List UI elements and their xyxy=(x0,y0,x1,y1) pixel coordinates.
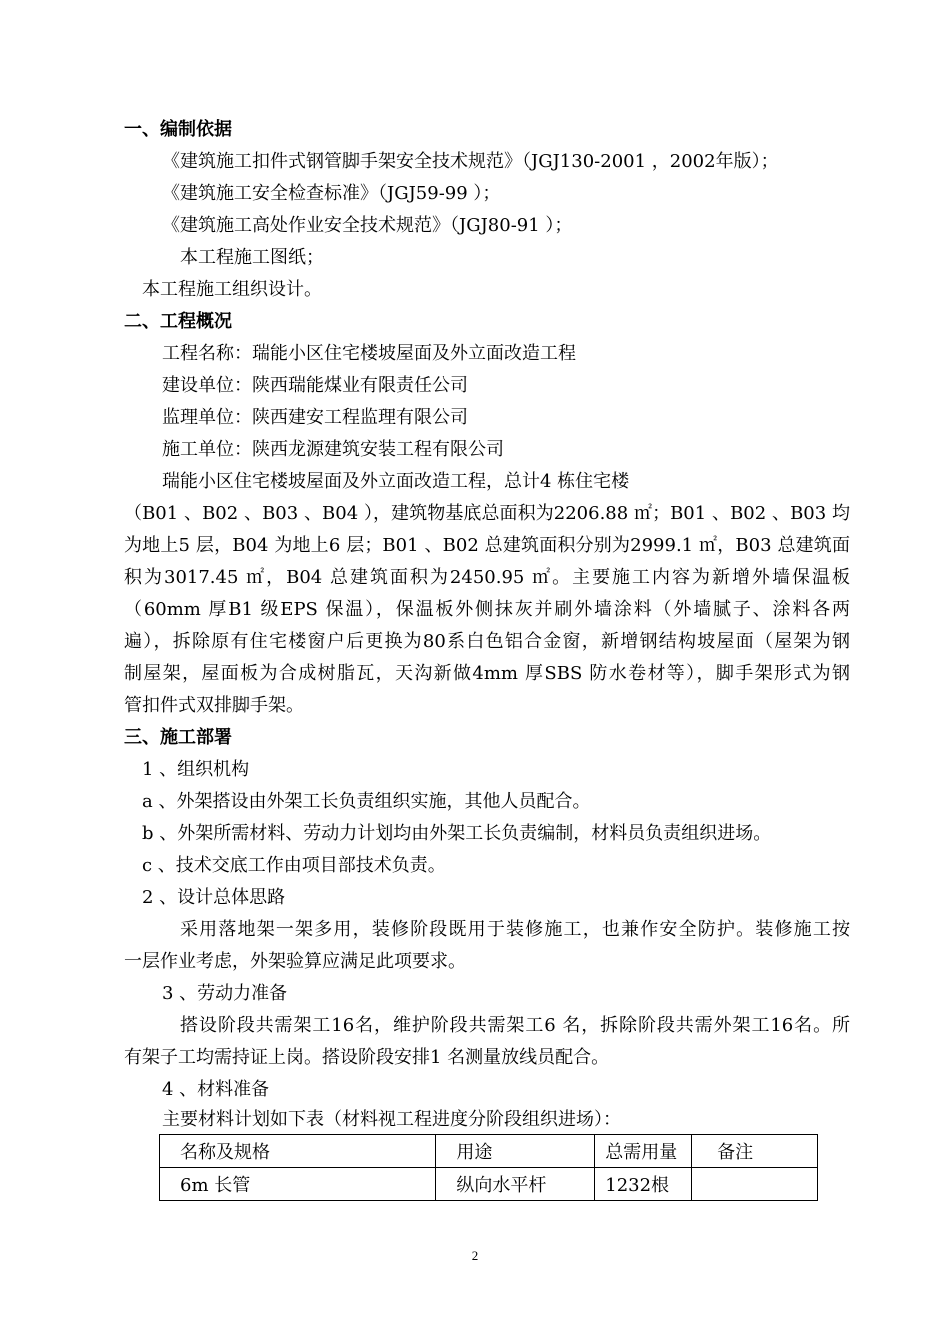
project-info-line: 施工单位：陕西龙源建筑安装工程有限公司 xyxy=(162,439,504,460)
section-heading: 二、工程概况 xyxy=(124,311,232,332)
overview-paragraph-line: 积为3017.45 ㎡，B04 总建筑面积为2450.95 ㎡。主要施工内容为新增外墙保温板 xyxy=(124,567,850,588)
table-cell: 纵向水平杆 xyxy=(436,1168,595,1201)
overview-paragraph-line: 管扣件式双排脚手架。 xyxy=(124,695,304,716)
table-cell: 1232根 xyxy=(595,1168,692,1201)
project-info-line: 工程名称：瑞能小区住宅楼坡屋面及外立面改造工程 xyxy=(162,343,576,364)
design-paragraph-line: 一层作业考虑，外架验算应满足此项要求。 xyxy=(124,951,466,972)
page-number: 2 xyxy=(471,1248,479,1263)
table-header-cell: 名称及规格 xyxy=(160,1135,436,1168)
labor-paragraph-line: 有架子工均需持证上岗。搭设阶段安排1 名测量放线员配合。 xyxy=(124,1047,610,1068)
reference-item: 本工程施工图纸； xyxy=(180,247,324,268)
reference-item: 《建筑施工安全检查标准》（JGJ59-99 ）； xyxy=(162,183,501,204)
table-cell: 6m 长管 xyxy=(160,1168,436,1201)
section-heading: 三、施工部署 xyxy=(124,727,232,748)
overview-paragraph-line: 瑞能小区住宅楼坡屋面及外立面改造工程，总计4 栋住宅楼 xyxy=(162,471,630,492)
table-header-cell: 备注 xyxy=(692,1135,818,1168)
subsection-title: 4 、材料准备 xyxy=(162,1079,270,1100)
subsection-title: 2 、设计总体思路 xyxy=(142,887,286,908)
subsection-title: 1 、组织机构 xyxy=(142,759,250,780)
subsection-title: 3 、劳动力准备 xyxy=(162,983,288,1004)
materials-table xyxy=(159,1134,818,1201)
section-heading: 一、编制依据 xyxy=(124,119,232,140)
table-header-row xyxy=(160,1135,818,1168)
table-intro: 主要材料计划如下表（材料视工程进度分阶段组织进场）： xyxy=(162,1109,621,1130)
labor-paragraph-line: 搭设阶段共需架工16名，维护阶段共需架工6 名，拆除阶段共需外架工16名。所 xyxy=(180,1015,850,1036)
table-cell xyxy=(692,1168,818,1201)
overview-paragraph-line: 制屋架，屋面板为合成树脂瓦，天沟新做4mm 厚SBS 防水卷材等），脚手架形式为钢 xyxy=(124,663,850,684)
org-item: a 、外架搭设由外架工长负责组织实施，其他人员配合。 xyxy=(142,791,591,812)
reference-item: 《建筑施工高处作业安全技术规范》（JGJ80-91 ）； xyxy=(162,215,573,236)
project-info-line: 建设单位：陕西瑞能煤业有限责任公司 xyxy=(162,375,468,396)
org-item: b 、外架所需材料、劳动力计划均由外架工长负责编制，材料员负责组织进场。 xyxy=(142,823,772,844)
reference-item: 《建筑施工扣件式钢管脚手架安全技术规范》（JGJ130-2001 ，2002年版）； xyxy=(162,151,779,172)
overview-paragraph-line: 遍），拆除原有住宅楼窗户后更换为80系白色铝合金窗，新增钢结构坡屋面（屋架为钢 xyxy=(124,631,850,652)
table-header-cell: 总需用量 xyxy=(595,1135,692,1168)
overview-paragraph-line: （60mm 厚B1 级EPS 保温），保温板外侧抹灰并刷外墙涂料（外墙腻子、涂料各两 xyxy=(124,599,850,620)
overview-paragraph-line: （B01 、B02 、B03 、B04 ），建筑物基底总面积为2206.88 ㎡；B01 、B02 、B03 均 xyxy=(124,503,850,524)
design-paragraph-line: 采用落地架一架多用，装修阶段既用于装修施工，也兼作安全防护。装修施工按 xyxy=(180,919,850,940)
reference-item: 本工程施工组织设计。 xyxy=(142,279,322,300)
project-info-line: 监理单位：陕西建安工程监理有限公司 xyxy=(162,407,468,428)
table-row xyxy=(160,1168,818,1201)
overview-paragraph-line: 为地上5 层，B04 为地上6 层；B01 、B02 总建筑面积分别为2999.1 ㎡，B03 总建筑面 xyxy=(124,535,850,556)
table-header-cell: 用途 xyxy=(436,1135,595,1168)
org-item: c 、技术交底工作由项目部技术负责。 xyxy=(142,855,446,876)
